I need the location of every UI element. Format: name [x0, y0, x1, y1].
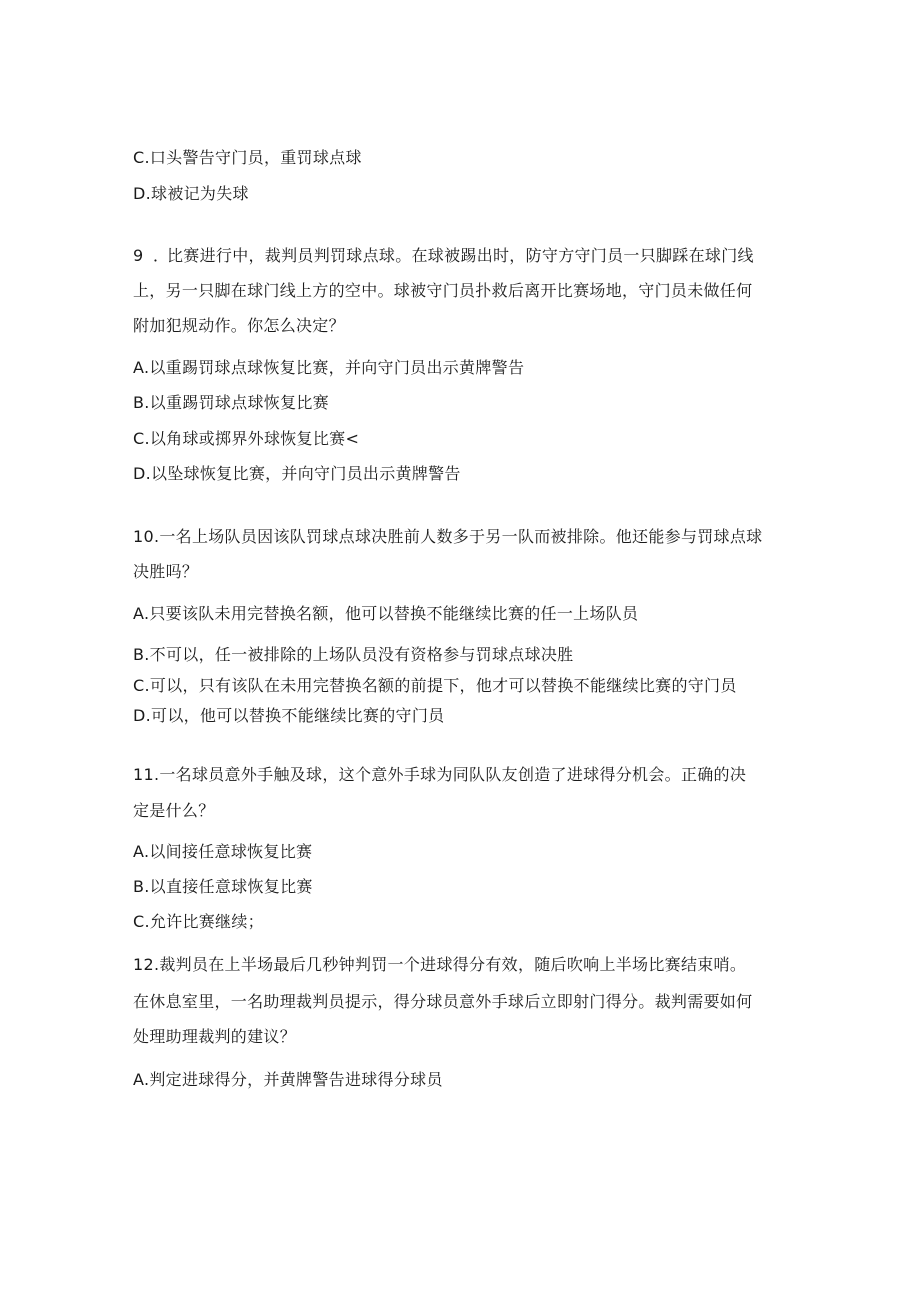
option-line: C.口头警告守门员，重罚球点球	[133, 148, 362, 167]
question-stem: 上，另一只脚在球门线上方的空中。球被守门员扑救后离开比赛场地，守门员未做任何	[133, 281, 753, 300]
question-number: 9	[133, 246, 144, 265]
question-stem: 定是什么？	[133, 801, 215, 820]
option-line: C.以角球或掷界外球恢复比赛<	[133, 429, 360, 448]
question-number: 11.	[133, 765, 160, 784]
question-stem: 12.裁判员在上半场最后几秒钟判罚一个进球得分有效，随后吹响上半场比赛结束哨。	[133, 955, 747, 974]
option-line: A.只要该队未用完替换名额，他可以替换不能继续比赛的任一上场队员	[133, 604, 639, 623]
question-stem: 10.一名上场队员因该队罚球点球决胜前人数多于另一队而被排除。他还能参与罚球点球	[133, 527, 763, 546]
option-line: C.可以，只有该队在未用完替换名额的前提下，他才可以替换不能继续比赛的守门员	[133, 676, 737, 695]
option-line: A.以间接任意球恢复比赛	[133, 842, 313, 861]
question-number: 10.	[133, 527, 160, 546]
question-number: 12.	[133, 955, 160, 974]
question-stem: 决胜吗？	[133, 562, 199, 581]
question-stem: 9 ．比赛进行中，裁判员判罚球点球。在球被踢出时，防守方守门员一只脚踩在球门线	[133, 246, 754, 265]
option-line: B.以重踢罚球点球恢复比赛	[133, 393, 329, 412]
question-stem: 在休息室里，一名助理裁判员提示，得分球员意外手球后立即射门得分。裁判需要如何	[133, 992, 753, 1011]
option-line: A.判定进球得分，并黄牌警告进球得分球员	[133, 1070, 443, 1089]
option-line: D.以坠球恢复比赛，并向守门员出示黄牌警告	[133, 464, 461, 483]
option-line: B.不可以，任一被排除的上场队员没有资格参与罚球点球决胜	[133, 645, 574, 664]
question-stem: 11.一名球员意外手触及球，这个意外手球为同队队友创造了进球得分机会。正确的决	[133, 765, 747, 784]
question-stem: 处理助理裁判的建议？	[133, 1027, 297, 1046]
option-line: D.球被记为失球	[133, 184, 249, 203]
option-line: C.允许比赛继续；	[133, 912, 264, 931]
option-line: D.可以，他可以替换不能继续比赛的守门员	[133, 706, 445, 725]
option-line: B.以直接任意球恢复比赛	[133, 877, 313, 896]
question-stem: 附加犯规动作。你怎么决定？	[133, 316, 345, 335]
option-line: A.以重踢罚球点球恢复比赛，并向守门员出示黄牌警告	[133, 358, 525, 377]
